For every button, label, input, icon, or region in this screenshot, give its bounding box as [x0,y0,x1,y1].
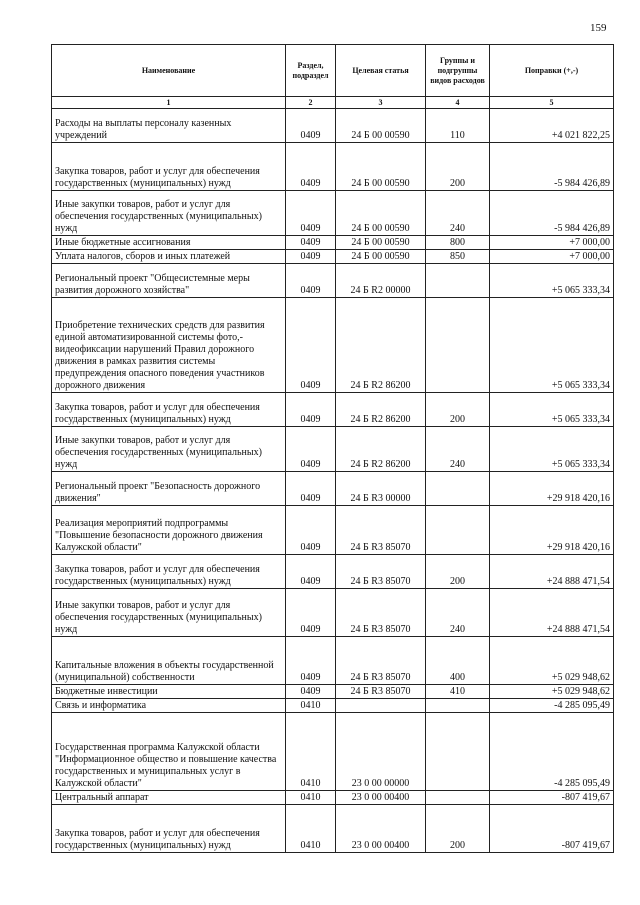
row-section: 0409 [286,143,336,191]
row-amount: -807 419,67 [490,791,614,805]
row-section: 0409 [286,250,336,264]
row-name: Закупка товаров, работ и услуг для обеспечения государственных (муниципальных) нужд [52,393,286,427]
row-group: 200 [426,555,490,589]
row-group: 200 [426,805,490,853]
row-name: Реализация мероприятий подпрограммы "Повышение безопасности дорожного движения Калужской области" [52,506,286,555]
budget-amendments-table [51,44,614,853]
row-section: 0410 [286,791,336,805]
row-article: 24 Б 00 00590 [336,143,426,191]
row-article: 24 Б R3 85070 [336,589,426,637]
row-group: 800 [426,236,490,250]
table-row [52,791,614,805]
row-article: 24 Б R3 85070 [336,637,426,685]
table-row [52,393,614,427]
row-group [426,791,490,805]
table-row [52,472,614,506]
row-name: Иные закупки товаров, работ и услуг для обеспечения государственных (муниципальных) нужд [52,427,286,472]
row-section: 0409 [286,264,336,298]
row-section: 0410 [286,713,336,791]
page-number: 159 [590,22,607,34]
row-group [426,713,490,791]
row-amount: +5 065 333,34 [490,298,614,393]
row-name: Иные закупки товаров, работ и услуг для обеспечения государственных (муниципальных) нужд [52,589,286,637]
row-article: 24 Б R3 00000 [336,472,426,506]
table-row [52,589,614,637]
table-row [52,427,614,472]
row-group [426,264,490,298]
row-section: 0409 [286,506,336,555]
row-group: 240 [426,427,490,472]
row-amount: +5 029 948,62 [490,637,614,685]
header-article: Целевая статья [336,45,426,97]
row-amount: -807 419,67 [490,805,614,853]
column-number: 1 [52,97,286,109]
header-section: Раздел, подраздел [286,45,336,97]
row-article [336,699,426,713]
row-article: 24 Б R2 00000 [336,264,426,298]
row-section: 0410 [286,805,336,853]
row-group: 110 [426,109,490,143]
row-article: 23 0 00 00400 [336,805,426,853]
row-name: Уплата налогов, сборов и иных платежей [52,250,286,264]
row-group [426,298,490,393]
row-section: 0409 [286,685,336,699]
row-name: Иные закупки товаров, работ и услуг для обеспечения государственных (муниципальных) нужд [52,191,286,236]
row-amount: +4 021 822,25 [490,109,614,143]
row-group: 240 [426,191,490,236]
row-name: Капитальные вложения в объекты государственной (муниципальной) собственности [52,637,286,685]
table-row [52,191,614,236]
row-group [426,506,490,555]
row-name: Закупка товаров, работ и услуг для обеспечения государственных (муниципальных) нужд [52,143,286,191]
row-name: Связь и информатика [52,699,286,713]
row-article: 24 Б R3 85070 [336,685,426,699]
row-name: Центральный аппарат [52,791,286,805]
table-row [52,555,614,589]
row-article: 24 Б R2 86200 [336,427,426,472]
table-row [52,250,614,264]
row-section: 0409 [286,589,336,637]
row-section: 0409 [286,109,336,143]
row-article: 24 Б 00 00590 [336,250,426,264]
table-row [52,298,614,393]
header-name: Наименование [52,45,286,97]
column-number-row [52,97,614,109]
row-group: 240 [426,589,490,637]
row-group: 200 [426,143,490,191]
row-name: Иные бюджетные ассигнования [52,236,286,250]
row-amount: +24 888 471,54 [490,589,614,637]
row-name: Региональный проект "Общесистемные меры развития дорожного хозяйства" [52,264,286,298]
table-row [52,637,614,685]
row-section: 0409 [286,236,336,250]
row-group: 400 [426,637,490,685]
row-article: 23 0 00 00400 [336,791,426,805]
row-article: 24 Б R3 85070 [336,506,426,555]
row-section: 0409 [286,555,336,589]
row-amount: +5 065 333,34 [490,393,614,427]
row-section: 0410 [286,699,336,713]
row-amount: +7 000,00 [490,236,614,250]
row-group: 200 [426,393,490,427]
row-group [426,472,490,506]
row-name: Бюджетные инвестиции [52,685,286,699]
row-section: 0409 [286,191,336,236]
row-amount: -5 984 426,89 [490,191,614,236]
row-name: Расходы на выплаты персоналу казенных учреждений [52,109,286,143]
row-section: 0409 [286,427,336,472]
row-amount: -4 285 095,49 [490,713,614,791]
row-section: 0409 [286,637,336,685]
row-name: Приобретение технических средств для развития единой автоматизированной системы фото,-видеофиксации нарушений Правил дорожного движения в рамках развития системы предупреждения опасного поведения участников дорожного движения [52,298,286,393]
row-amount: -4 285 095,49 [490,699,614,713]
row-article: 24 Б 00 00590 [336,109,426,143]
row-article: 24 Б 00 00590 [336,191,426,236]
table-row [52,109,614,143]
table-row [52,264,614,298]
column-number: 2 [286,97,336,109]
row-name: Региональный проект "Безопасность дорожного движения" [52,472,286,506]
row-amount: +24 888 471,54 [490,555,614,589]
row-amount: +29 918 420,16 [490,472,614,506]
table-row [52,685,614,699]
column-number: 3 [336,97,426,109]
column-number: 4 [426,97,490,109]
header-row [52,45,614,97]
row-amount: +5 065 333,34 [490,264,614,298]
table-row [52,143,614,191]
row-amount: +5 065 333,34 [490,427,614,472]
header-group: Группы и подгруппы видов расходов [426,45,490,97]
row-article: 24 Б R3 85070 [336,555,426,589]
row-section: 0409 [286,472,336,506]
row-article: 24 Б 00 00590 [336,236,426,250]
row-group: 410 [426,685,490,699]
row-name: Государственная программа Калужской области "Информационное общество и повышение качества государственных и муниципальных услуг в Калужской области" [52,713,286,791]
header-amendment: Поправки (+,-) [490,45,614,97]
table-row [52,699,614,713]
table-row [52,805,614,853]
row-article: 24 Б R2 86200 [336,298,426,393]
row-amount: +7 000,00 [490,250,614,264]
row-amount: +5 029 948,62 [490,685,614,699]
row-article: 24 Б R2 86200 [336,393,426,427]
table-row [52,713,614,791]
column-number: 5 [490,97,614,109]
row-article: 23 0 00 00000 [336,713,426,791]
row-group: 850 [426,250,490,264]
table-row [52,236,614,250]
row-section: 0409 [286,393,336,427]
row-name: Закупка товаров, работ и услуг для обеспечения государственных (муниципальных) нужд [52,555,286,589]
row-amount: -5 984 426,89 [490,143,614,191]
table-row [52,506,614,555]
row-section: 0409 [286,298,336,393]
row-name: Закупка товаров, работ и услуг для обеспечения государственных (муниципальных) нужд [52,805,286,853]
row-amount: +29 918 420,16 [490,506,614,555]
row-group [426,699,490,713]
